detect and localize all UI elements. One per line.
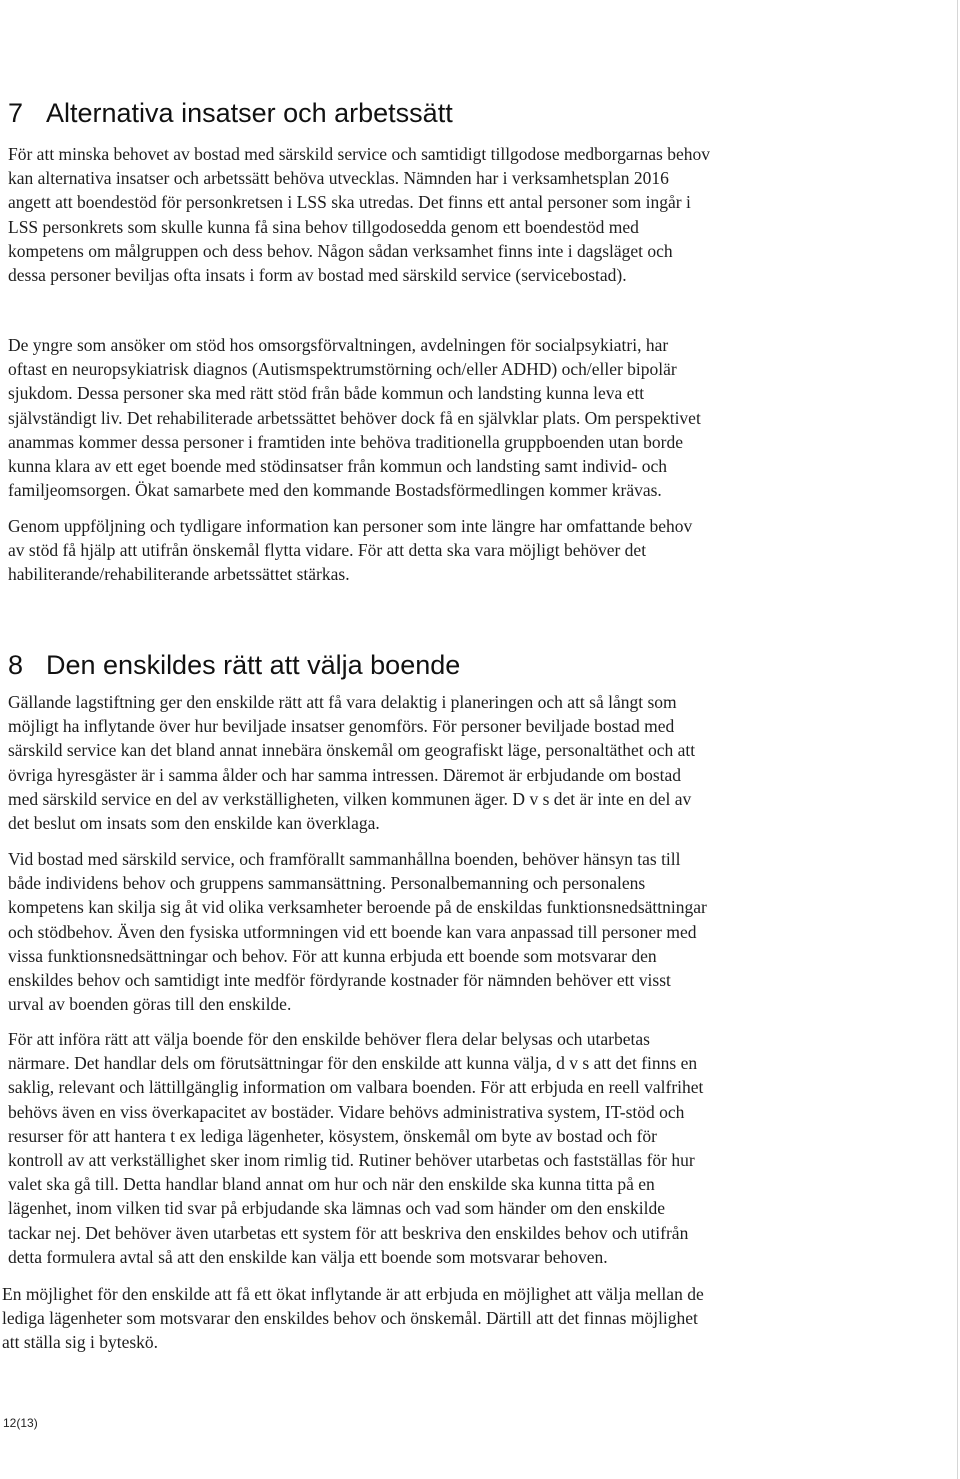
section-7-title: Alternativa insatser och arbetssätt (46, 98, 453, 128)
text-line: Vid bostad med särskild service, och framförallt sammanhållna boenden, behöver hänsyn tas till (8, 849, 681, 869)
text-line: Genom uppföljning och tydligare information kan personer som inte längre har omfattande behov (8, 516, 693, 536)
text-line: och stödbehov. Även den fysiska utformningen vid ett boende kan vara anpassad till personer med (8, 921, 697, 942)
section-7-paragraph-2 (8, 333, 701, 502)
text-line: enskildes behov och samtidigt inte medför fördyrande kostnader för nämnden behöver ett visst (8, 970, 671, 991)
section-8-paragraph-4 (2, 1282, 704, 1355)
section-8-paragraph-3 (8, 1027, 703, 1269)
text-line: För att minska behovet av bostad med särskild service och samtidigt tillgodose medborgarnas behov (8, 144, 710, 164)
section-8-title: Den enskildes rätt att välja boende (46, 650, 461, 680)
text-line: vissa funktionsnedsättningar och behov. För att kunna erbjuda ett boende som motsvarar den (8, 945, 657, 966)
text-line: möjligt ha inflytande över hur beviljade insatser genomförs. För personer beviljade bostad med (8, 716, 675, 737)
text-line: dessa personer beviljas ofta insats i form av bostad med särskild service (servicebostad). (8, 265, 627, 286)
text-line: kunna klara av ett eget boende med stödinsatser från kommun och landsting samt individ- och (8, 456, 668, 477)
text-line: detta formulera avtal så att den enskilde kan välja ett boende som motsvarar behoven. (8, 1246, 608, 1267)
section-7-number: 7 (8, 98, 24, 128)
text-line: familjeomsorgen. Ökat samarbete med den kommande Bostadsförmedlingen kommer krävas. (8, 480, 662, 501)
text-line: Gällande lagstiftning ger den enskilde rätt att få vara delaktig i planeringen och att så långt som (8, 692, 677, 712)
text-line: kompetens om målgruppen och dess behov. Någon sådan verksamhet finns inte i dagsläget och (8, 240, 673, 261)
page-edge-line (957, 0, 958, 1479)
section-8-heading (8, 650, 460, 681)
text-line: saklig, relevant och lättillgänglig information om valbara boenden. För att erbjuda en reell valfrihet (8, 1077, 704, 1098)
text-line: övriga hyresgäster är i samma ålder och har samma intressen. Däremot är erbjudande om bostad (8, 764, 682, 785)
text-line: oftast en neuropsykiatrisk diagnos (Autismspektrumstörning och/eller ADHD) och/eller bipolär (8, 359, 677, 380)
text-line: habiliterande/rehabiliterande arbetssättet stärkas. (8, 564, 350, 585)
text-line: resurser för att hantera t ex lediga lägenheter, kösystem, önskemål om byte av bostad och för (8, 1125, 658, 1146)
text-line: För att införa rätt att välja boende för den enskilde behöver flera delar belysas och utarbetas (8, 1029, 650, 1049)
text-line: LSS personkrets som skulle kunna få sina behov tillgodosedda genom ett boendestöd med (8, 216, 639, 237)
text-line: särskild service kan det bland annat innebära önskemål om geografiskt läge, personaltäthet och att (8, 740, 696, 761)
text-line: lägenhet, inom vilken tid svar på erbjudande ska lämnas och vad som händer om den enskilde (8, 1198, 666, 1219)
text-line: sjukdom. Dessa personer ska med rätt stöd från både kommun och landsting kunna leva ett (8, 383, 645, 404)
text-line: kontroll av att verkställighet sker inom rimlig tid. Rutiner behöver utarbetas och fastställas för hur (8, 1150, 695, 1171)
text-line: behövs även en viss överkapacitet av bostäder. Vidare behövs administrativa system, IT-stöd och (8, 1101, 685, 1122)
section-8-paragraph-1 (8, 690, 695, 835)
text-line: det beslut om insats som den enskilde kan överklaga. (8, 813, 380, 834)
text-line: lediga lägenheter som motsvarar den enskildes behov och önskemål. Därtill att det finnas möjlighet (2, 1308, 698, 1329)
section-8-number: 8 (8, 650, 24, 680)
text-line: valet ska gå till. Detta handlar bland annat om hur och när den enskilde ska kunna titta på en (8, 1174, 655, 1195)
section-7-paragraph-3 (8, 514, 692, 587)
text-line: De yngre som ansöker om stöd hos omsorgsförvaltningen, avdelningen för socialpsykiatri, har (8, 335, 669, 355)
text-line: närmare. Det handlar dels om förutsättningar för den enskilde att kunna välja, d v s att det finns en (8, 1053, 698, 1074)
text-line: självständigt liv. Det rehabiliterade arbetssättet behöver dock få en självklar plats. Om perspektivet (8, 407, 701, 428)
text-line: både individens behov och gruppens sammansättning. Personalbemanning och personalens (8, 873, 646, 894)
section-7-heading (8, 98, 453, 129)
text-line: angett att boendestöd för personkretsen i LSS ska utredas. Det finns ett antal personer som ingår i (8, 192, 691, 213)
section-8-paragraph-2 (8, 847, 707, 1016)
text-line: kompetens kan skilja sig åt vid olika verksamheter beroende på de enskildas funktionsnedsättningar (8, 897, 707, 918)
page-number: 12(13) (3, 1416, 38, 1430)
text-line: En möjlighet för den enskilde att få ett ökat inflytande är att erbjuda en möjlighet att välja mellan de (2, 1284, 704, 1304)
section-7-paragraph-1 (8, 142, 710, 287)
text-line: anammas kommer dessa personer i framtiden inte behöva traditionella gruppboenden utan borde (8, 431, 683, 452)
text-line: att ställa sig i byteskö. (2, 1332, 159, 1353)
text-line: tackar nej. Det behöver även utarbetas ett system för att beskriva den enskildes behov och utifrån (8, 1222, 689, 1243)
text-line: urval av boenden göras till den enskilde. (8, 994, 292, 1015)
text-line: kan alternativa insatser och arbetssätt behöva utvecklas. Nämnden har i verksamhetsplan 2016 (8, 168, 669, 189)
text-line: med särskild service en del av verkställigheten, vilken kommunen äger. D v s det är inte en del av (8, 788, 692, 809)
text-line: av stöd få hjälp att utifrån önskemål flytta vidare. För att detta ska vara möjligt behöver det (8, 540, 647, 561)
